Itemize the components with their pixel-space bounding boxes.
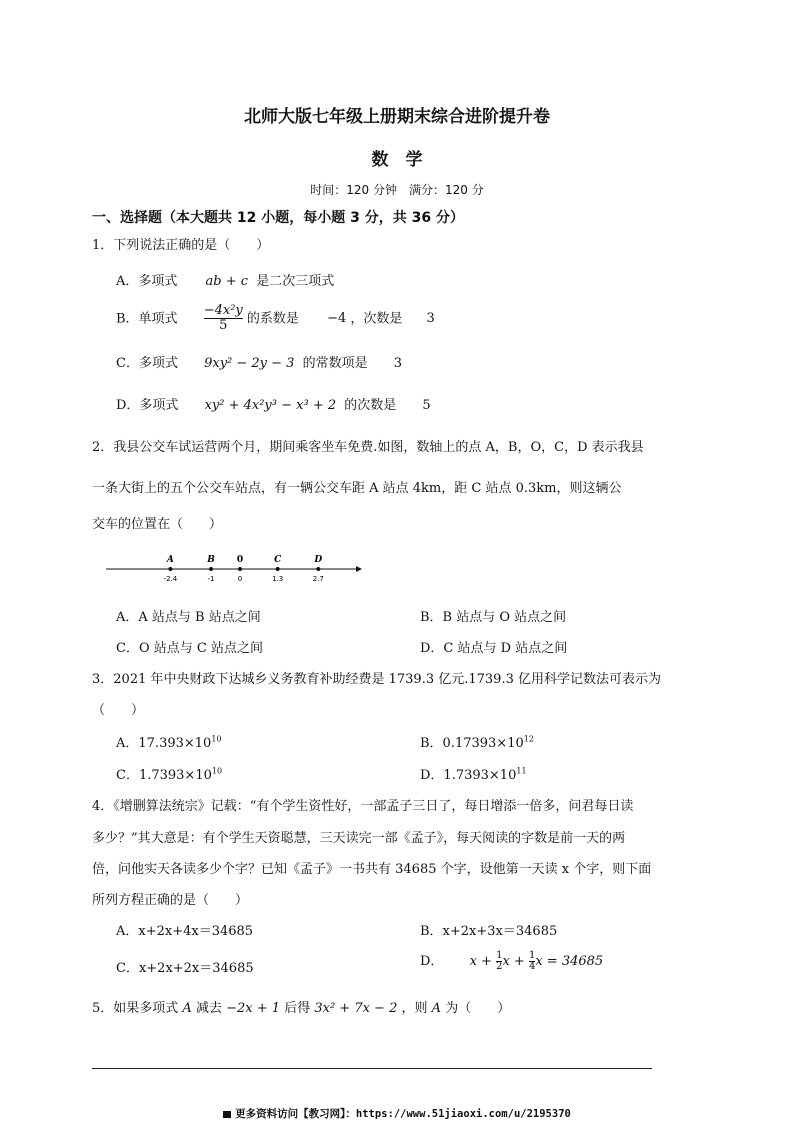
q1-a-label: A．多项式 [116, 274, 178, 289]
q1-d-text: 的次数是 [344, 398, 397, 413]
q1-c-label: C．多项式 [116, 356, 178, 371]
footer-divider [92, 1068, 652, 1069]
q4-option-c: C．x+2x+2x＝34685 [116, 961, 254, 976]
q1-a-math: ab + c [205, 274, 249, 289]
q4-line1: 4．《增删算法统宗》记载：“有个学生资性好，一部孟子三日了，每日增添一倍多，问君每日读 [92, 799, 634, 814]
q3-line1: 3．2021 年中央财政下达城乡义务教育补助经费是 1739.3 亿元.1739.3 亿用科学记数法可表示为 [92, 672, 661, 687]
number-line-point [238, 567, 242, 571]
q1-c-math: 9xy² − 2y − 3 [204, 356, 295, 371]
q4-line3: 倍，问他实天各读多少个字？已知《孟子》一书共有 34685 个字，设他第一天读 x 个字，则下面 [92, 862, 652, 877]
q1-option-c [116, 352, 402, 371]
subject-title: 数 学 [371, 150, 423, 170]
number-line-arrow [356, 566, 362, 572]
q4-option-a: A．x+2x+4x＝34685 [116, 924, 254, 939]
q1-c-text: 的常数项是 [302, 356, 368, 371]
q1-b-numerator: −4x²y [203, 303, 243, 318]
number-line-tick-value: 2.7 [312, 575, 324, 583]
q4-line4: 所列方程正确的是（ ） [92, 893, 249, 908]
q3-option-d: D．$1.7393\times 10^{11}$ [420, 766, 527, 783]
q3-option-b: B．$0.17393\times 10^{12}$ [420, 734, 534, 751]
q1-c-value: 3 [393, 356, 403, 371]
q3-option-a: A．$17.393\times 10^{10}$ [116, 734, 222, 751]
exam-meta: 时间：120 分钟 满分：120 分 [310, 183, 484, 197]
q1-a-text: 是二次三项式 [256, 274, 335, 289]
number-line-tick-value: 0 [237, 575, 243, 583]
number-line-point [209, 567, 213, 571]
q1-option-b [116, 304, 435, 334]
q1-b-denominator: 5 [219, 318, 228, 334]
q4-d-fraction-half: $\frac{1}{2}$ [496, 949, 503, 972]
q1-option-a [116, 270, 334, 289]
number-line-point-label: C [274, 555, 282, 565]
number-line-point-label: D [314, 555, 323, 565]
number-line-point [276, 567, 280, 571]
q1-option-d [116, 394, 431, 413]
q1-b-text1: 的系数是 [246, 311, 299, 327]
flag-icon [223, 1111, 231, 1118]
q5-stem: 5．如果多项式 A 减去 −2x + 1 后得 3x² + 7x − 2 ，则 A 为（ ） [92, 1001, 511, 1016]
q1-b-label: B．单项式 [116, 311, 178, 327]
number-line-point-label: A [166, 555, 174, 565]
q1-b-text2: ，次数是 [350, 311, 403, 327]
q1-b-fraction [204, 304, 243, 334]
q1-stem: 1．下列说法正确的是（ ） [92, 238, 270, 253]
number-line-tick-value: -1 [207, 575, 215, 583]
footer-text: 更多资料访问【教习网】：https://www.51jiaoxi.com/u/2195370 [235, 1108, 571, 1120]
number-line [104, 548, 364, 588]
q2-line2: 一条大街上的五个公交车站点，有一辆公交车距 A 站点 4km，距 C 站点 0.3km，则这辆公 [92, 481, 622, 496]
number-line-point [316, 567, 320, 571]
q2-line3: 交车的位置在（ ） [92, 517, 223, 532]
q2-option-c: C．O 站点与 C 站点之间 [116, 641, 263, 656]
q1-d-label: D．多项式 [116, 398, 179, 413]
number-line-tick-value: 1.3 [272, 575, 284, 583]
number-line-point-label: 0 [236, 555, 244, 565]
q1-d-math: xy² + 4x²y³ − x³ + 2 [204, 398, 337, 413]
q2-option-d: D．C 站点与 D 站点之间 [420, 641, 568, 656]
number-line-point [168, 567, 172, 571]
q2-option-b: B．B 站点与 O 站点之间 [420, 610, 567, 625]
q2-line1: 2．我县公交车试运营两个月，期间乘客坐车免费.如图，数轴上的点 A，B，O，C，D 表示我县 [92, 440, 644, 455]
q4-option-d: D． x + $\frac{1}{2}$ x + $\frac{1}{4}$ x = 34685 [420, 949, 604, 972]
q4-line2: 多少？”其大意是：有个学生天资聪慧，三天读完一部《孟子》，每天阅读的字数是前一天的两 [92, 831, 626, 846]
document-title: 北师大版七年级上册期末综合进阶提升卷 [244, 107, 550, 127]
q1-d-value: 5 [422, 398, 431, 413]
number-line-tick-value: -2.4 [163, 575, 178, 583]
q4-d-label: D． [420, 954, 444, 969]
number-line-point-label: B [207, 555, 215, 565]
q2-option-a: A．A 站点与 B 站点之间 [116, 610, 261, 625]
section-heading: 一、选择题（本大题共 12 小题，每小题 3 分，共 36 分） [92, 210, 464, 226]
q1-b-coefficient: −4 [327, 311, 347, 327]
q3-option-c: C．$1.7393\times 10^{10}$ [116, 766, 223, 783]
footer-link[interactable] [0, 1106, 794, 1121]
q4-option-b: B．x+2x+3x＝34685 [420, 924, 558, 939]
q1-b-degree: 3 [426, 311, 435, 327]
q3-line2: （ ） [92, 703, 145, 718]
q4-d-fraction-quarter: $\frac{1}{4}$ [528, 949, 536, 972]
